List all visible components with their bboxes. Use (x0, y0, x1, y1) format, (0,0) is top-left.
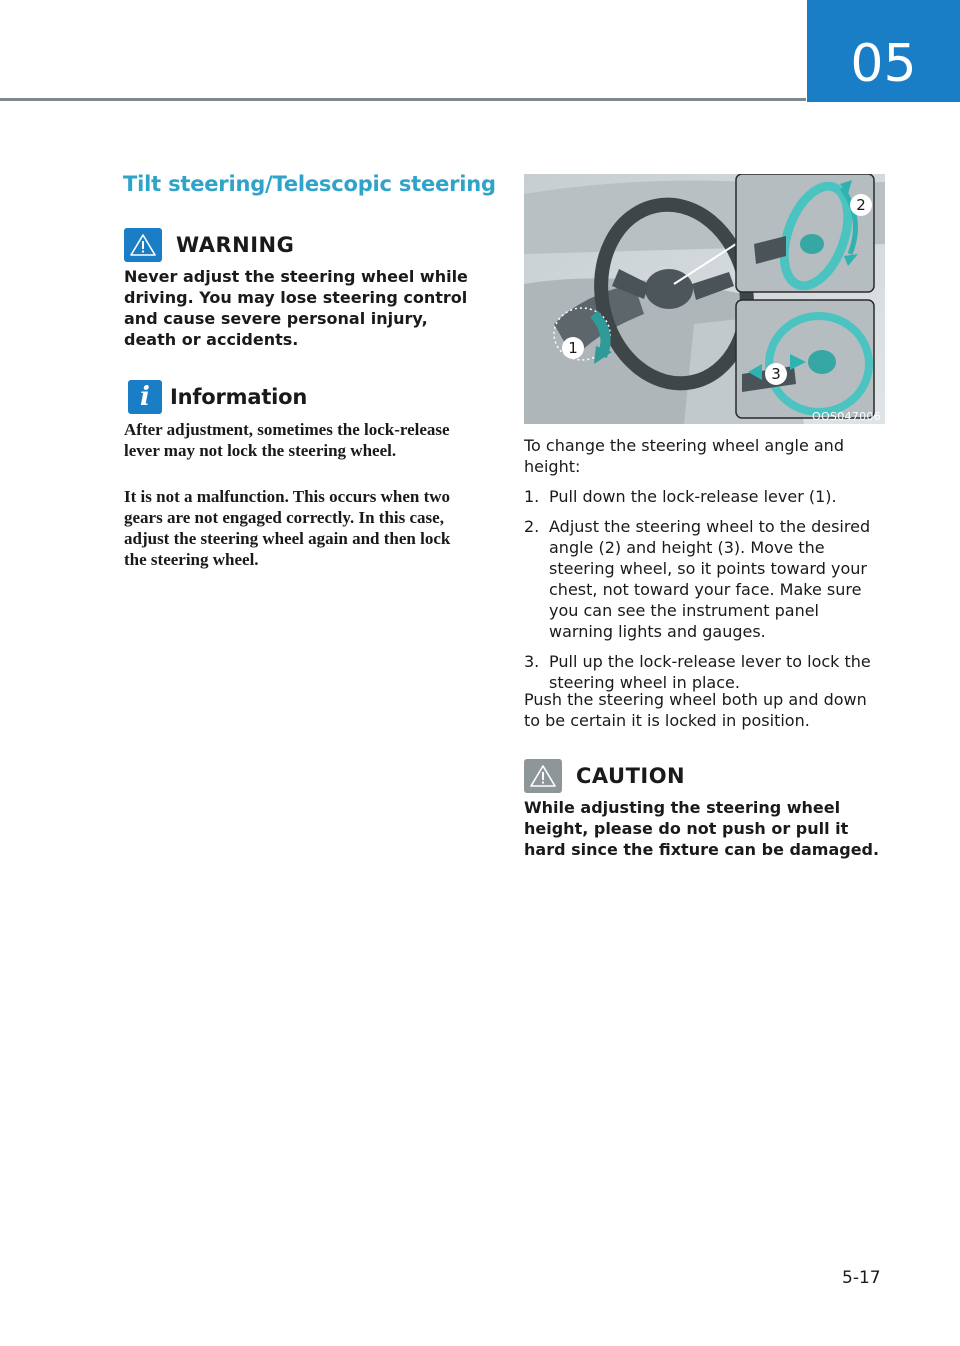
chapter-tab (807, 0, 960, 102)
list-item (524, 651, 886, 693)
warning-header (124, 228, 294, 262)
page-number: 5-17 (842, 1268, 881, 1288)
caution-label: CAUTION (576, 764, 686, 788)
procedure-outro: Push the steering wheel both up and down to be certain it is locked in position. (524, 690, 867, 730)
caution-text: While adjusting the steering wheel height, please do not push or pull it hard since the fixture can be damaged. (524, 798, 880, 859)
steering-adjustment-figure (524, 174, 885, 424)
header-rule (0, 98, 806, 101)
step-number: 1. (524, 487, 540, 506)
callout-2: 2 (850, 194, 872, 216)
info-icon: i (128, 380, 162, 414)
information-paragraph: After adjustment, sometimes the lock-release lever may not lock the steering wheel. (124, 420, 450, 460)
information-header (128, 380, 307, 414)
step-text: Pull up the lock-release lever to lock the steering wheel in place. (549, 652, 871, 692)
figure-code: OOS047006 (812, 410, 881, 423)
list-item (524, 486, 886, 507)
information-label: Information (170, 385, 308, 409)
step-number: 2. (524, 517, 540, 536)
section-title: Tilt steering/Telescopic steering (123, 172, 496, 196)
procedure-intro: To change the steering wheel angle and height: (524, 436, 844, 476)
step-text: Pull down the lock-release lever (1). (549, 487, 837, 506)
callout-1: 1 (562, 337, 584, 359)
warning-icon (124, 228, 162, 262)
caution-icon (524, 759, 562, 793)
warning-text: Never adjust the steering wheel while driving. You may lose steering control and cause severe personal injury, death or accidents. (124, 267, 468, 349)
list-item (524, 516, 886, 642)
step-text: Adjust the steering wheel to the desired angle (2) and height (3). Move the steering wheel, so it points toward your chest, not toward your face. Make sure you can see the instrument panel warning lights and gauges. (549, 517, 871, 641)
warning-label: WARNING (176, 233, 295, 257)
procedure-steps (524, 486, 886, 693)
information-paragraph: It is not a malfunction. This occurs when two gears are not engaged correctly. In this case, adjust the steering wheel again and then lock the steering wheel. (124, 487, 451, 569)
chapter-number: 05 (850, 34, 917, 94)
callout-3: 3 (765, 363, 787, 385)
caution-header (524, 759, 685, 793)
step-number: 3. (524, 652, 540, 671)
